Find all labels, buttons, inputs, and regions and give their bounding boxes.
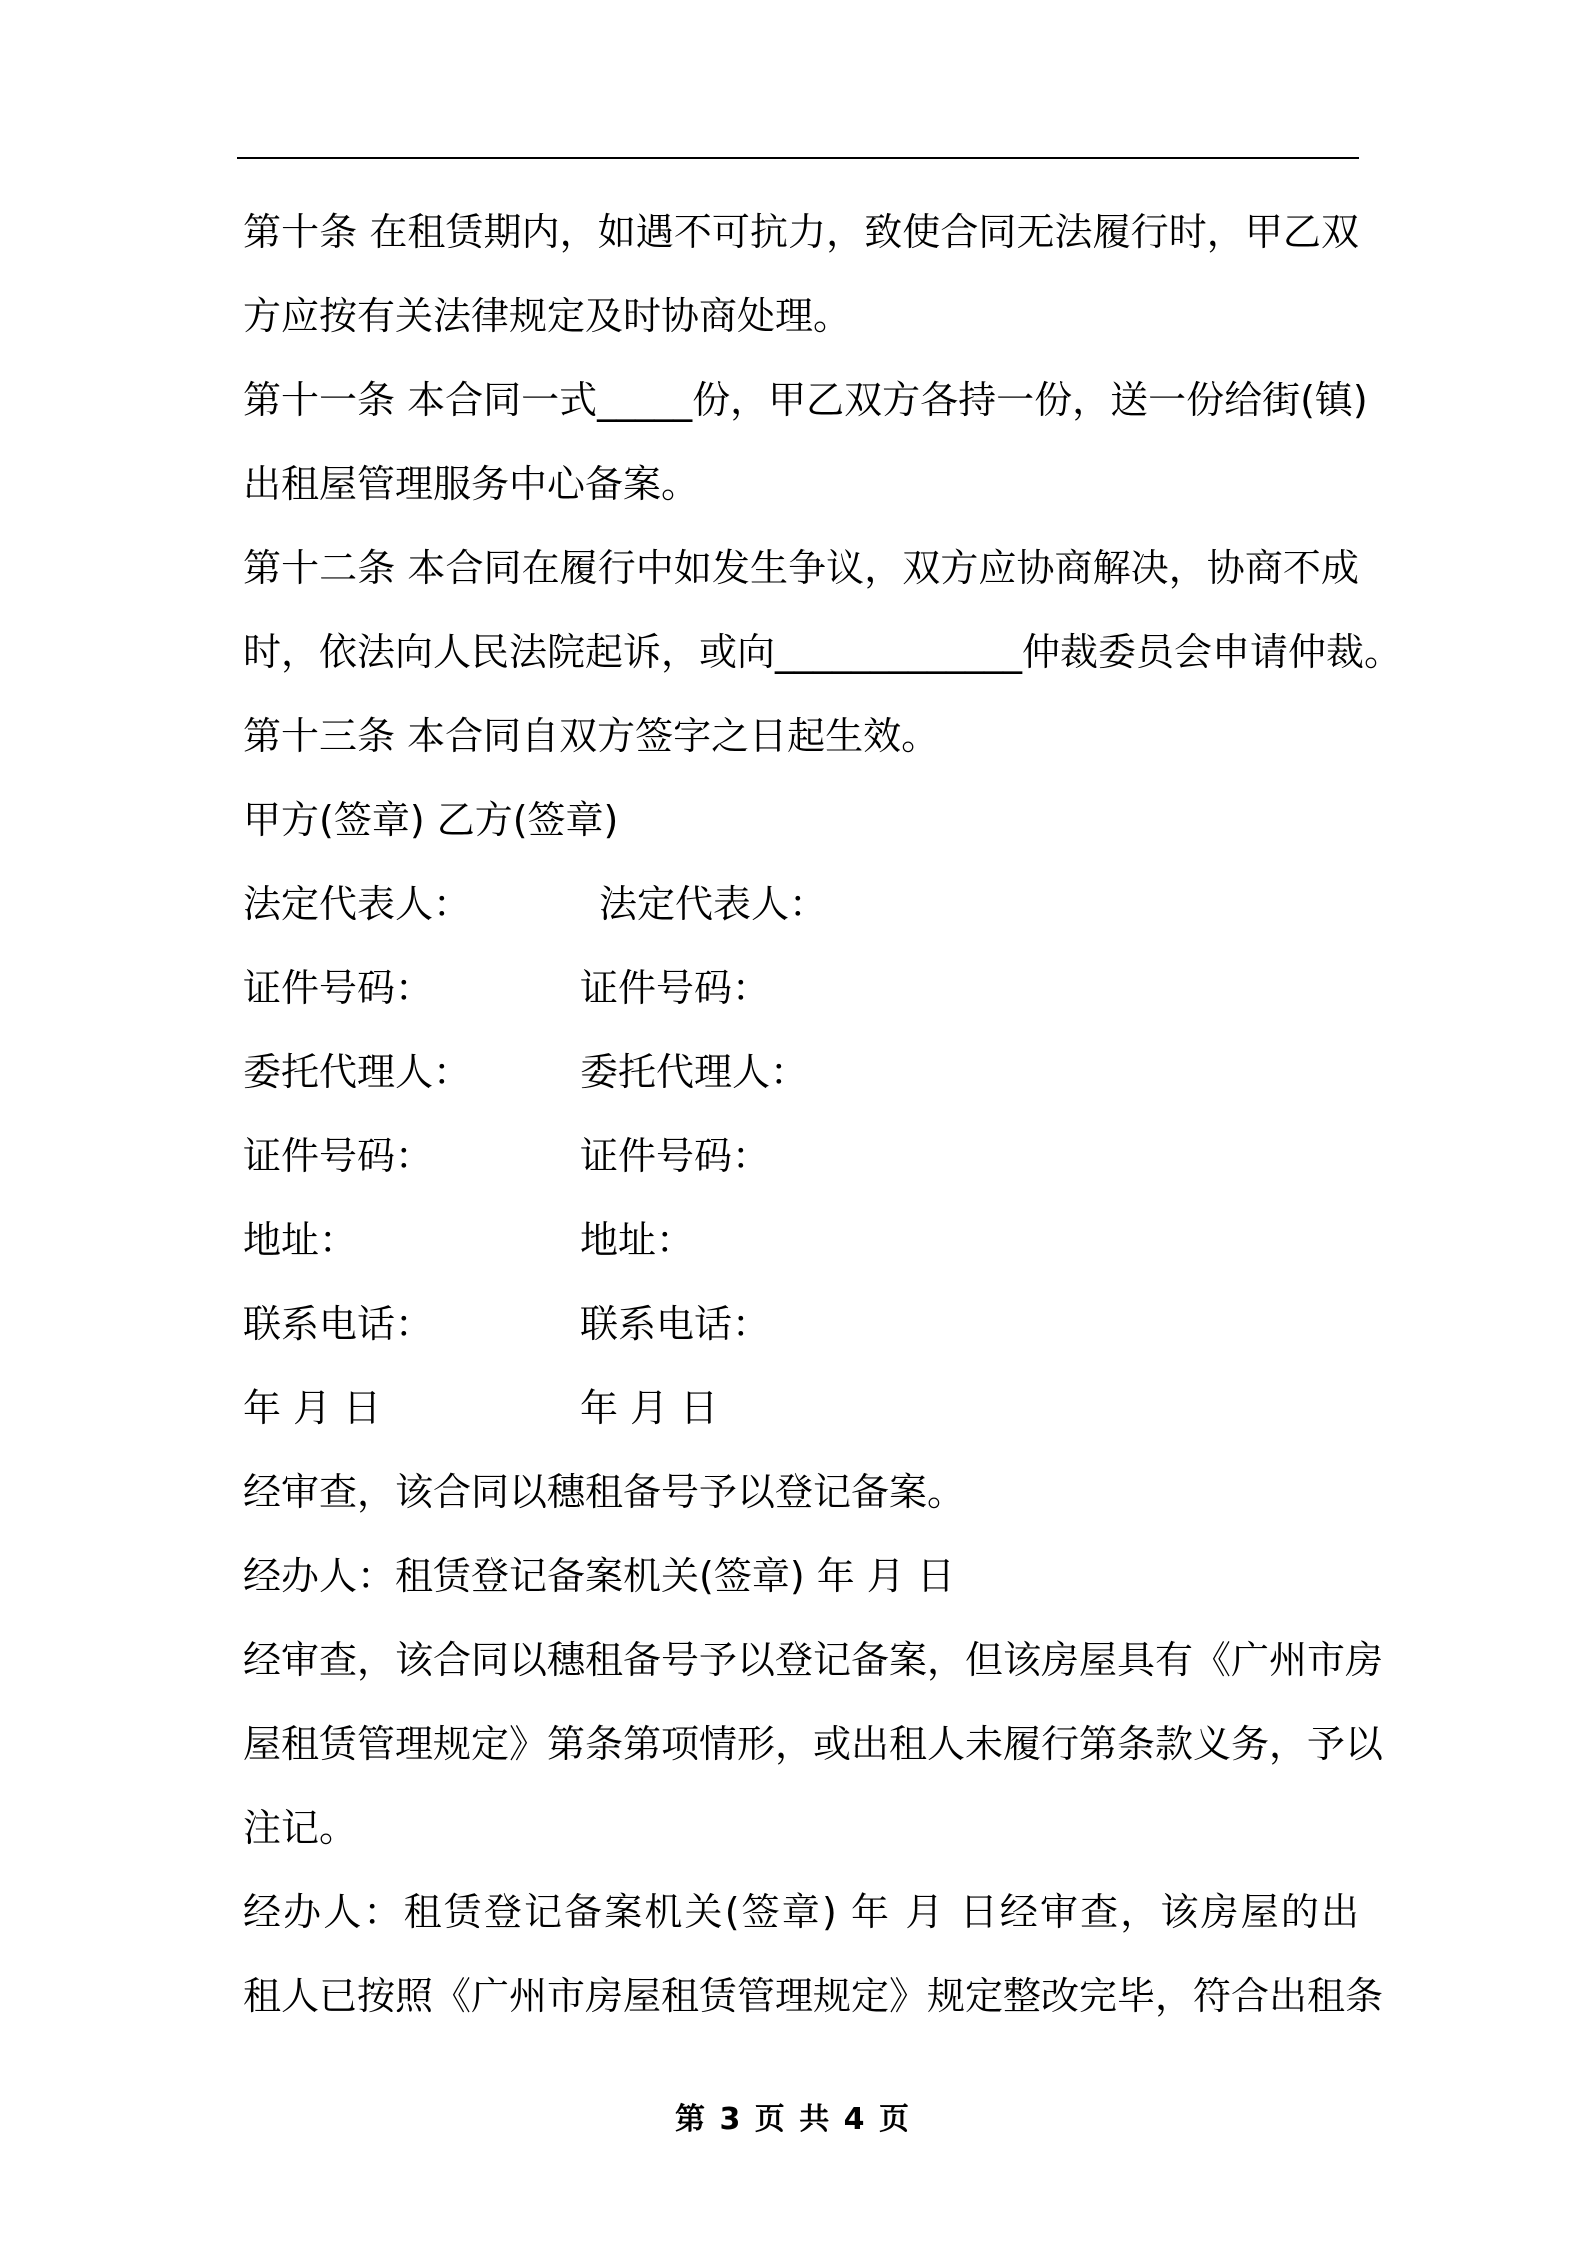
- signature-row-legal-rep: [243, 862, 1359, 946]
- party-a-agent: 委托代理人：: [243, 1050, 472, 1094]
- text-line-review-1: 经审查，该合同以穗租备号予以登记备案。: [243, 1470, 966, 1514]
- party-a-address: 地址：: [243, 1218, 358, 1262]
- header-rule: [237, 157, 1359, 159]
- party-b-agent: 委托代理人：: [580, 1050, 809, 1094]
- party-b-id-number-2: 证件号码：: [580, 1134, 771, 1178]
- party-a-phone: 联系电话：: [243, 1302, 434, 1346]
- text-line-art13: 第十三条 本合同自双方签字之日起生效。: [243, 714, 940, 758]
- signature-row-agent: [243, 1030, 1359, 1114]
- signature-row-id-number-2: [243, 1114, 1359, 1198]
- text-line-handler-1: 经办人：租赁登记备案机关(签章) 年 月 日: [243, 1554, 955, 1598]
- text-line-review-2-b: 屋租赁管理规定》第条第项情形，或出租人未履行第条款义务，予以: [243, 1722, 1384, 1766]
- party-b-id-number-1: 证件号码：: [580, 966, 771, 1010]
- text-line-handler-2-b: 租人已按照《广州市房屋租赁管理规定》规定整改完毕，符合出租条: [243, 1974, 1384, 2018]
- party-b-legal-rep: 法定代表人：: [599, 882, 828, 926]
- signature-row-phone: [243, 1282, 1359, 1366]
- party-b-date: 年 月 日: [580, 1386, 719, 1430]
- party-a-id-number-1: 证件号码：: [243, 966, 434, 1010]
- page-number: 第 3 页 共 4 页: [675, 2102, 911, 2137]
- text-line-art11-a: 第十一条 本合同一式_____份，甲乙双方各持一份，送一份给街(镇): [243, 378, 1368, 422]
- text-line-art10-b: 方应按有关法律规定及时协商处理。: [243, 294, 852, 338]
- text-line-art10-a: 第十条 在租赁期内，如遇不可抗力，致使合同无法履行时，甲乙双: [243, 210, 1359, 254]
- signature-row-address: [243, 1198, 1359, 1282]
- text-line-handler-2-a: 经办人：租赁登记备案机关(签章) 年 月 日经审查，该房屋的出: [243, 1890, 1359, 1934]
- text-line-art12-b: 时，依法向人民法院起诉，或向_____________仲裁委员会申请仲裁。: [243, 630, 1403, 674]
- review-block: [243, 1450, 1384, 2038]
- party-a-legal-rep: 法定代表人：: [243, 882, 472, 926]
- text-line-art12-a: 第十二条 本合同在履行中如发生争议，双方应协商解决，协商不成: [243, 546, 1359, 590]
- signature-row-id-number-1: [243, 946, 1359, 1030]
- text-line-art11-b: 出租屋管理服务中心备案。: [243, 462, 700, 506]
- party-a-date: 年 月 日: [243, 1386, 382, 1430]
- signature-block: [243, 862, 1359, 1450]
- text-line-parties: 甲方(签章) 乙方(签章): [243, 798, 619, 842]
- party-b-phone: 联系电话：: [580, 1302, 771, 1346]
- clauses-block: [243, 190, 1403, 862]
- party-a-id-number-2: 证件号码：: [243, 1134, 434, 1178]
- text-line-review-2-c: 注记。: [243, 1806, 358, 1850]
- document-body: [243, 190, 1403, 2038]
- party-b-address: 地址：: [580, 1218, 695, 1262]
- text-line-review-2-a: 经审查，该合同以穗租备号予以登记备案，但该房屋具有《广州市房: [243, 1638, 1384, 1682]
- signature-row-date: [243, 1366, 1359, 1450]
